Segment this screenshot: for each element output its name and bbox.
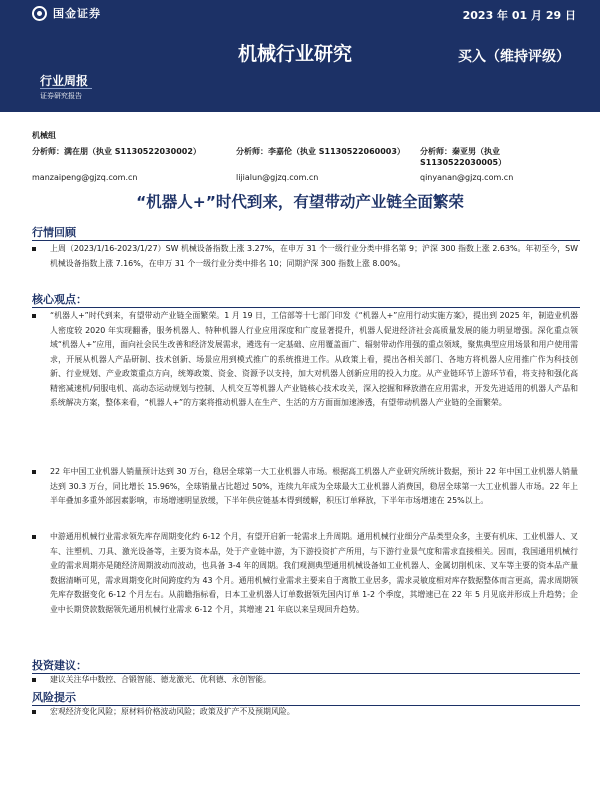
paragraph-text: 建议关注华中数控、合锻智能、德龙激光、优利德、永创智能。 xyxy=(50,675,271,684)
paragraph-text: 中游通用机械行业需求领先库存周期变化约 6-12 个月，有望开启新一轮需求上升周期。通用机械行业细分产品类型众多，主要有机床、工业机器人、叉车、注塑机、刀具、激光设备等，主要为资本品，处于产业链中游，为下游投资扩产所用，与下游行业景气度和需求直接相关。因而，我国通用机械行业的需求周期亦是随经济周期波动而波动，也具备 3-4 年的周期。我们观测典型通用机械设备如工业机器人、金属切削机床、叉车等主要的资本品产量数据清晰可见，需求周期变化时间跨度约为 43 个月。通用机械行业需求主要来自于离散工业居多，需求灵敏度相对库存数据整体而言更高，需求周期领先库存数据变化 6-12 个月左右。从前瞻指标看，日本工业机器人订单数据领先国内订单 1-2 个季度，其增速已在 22 年 5 月见底并形成上升趋势；企业中长期贷款数据领先通用机械行业需求 6-12 个月，其增速 21 年底以来呈现回升趋势。 xyxy=(50,532,578,614)
bullet-icon xyxy=(32,247,36,251)
section-rule-review xyxy=(32,240,580,241)
email-list xyxy=(32,173,580,182)
report-subtype: 证券研究报告 xyxy=(40,92,82,100)
rating-label: 买入（维持评级） xyxy=(458,49,570,65)
analyst-info xyxy=(32,130,580,182)
paragraph xyxy=(32,465,578,509)
section-heading-risk: 风险提示 xyxy=(32,691,76,704)
main-title: “机器人+”时代到来，有望带动产业链全面繁荣 xyxy=(136,193,464,211)
logo-text: 国金证券 xyxy=(53,7,101,20)
analyst-2: 分析师：李嘉伦（执业 S1130522060003） xyxy=(236,147,405,156)
paragraph xyxy=(32,705,578,720)
analyst-3: 分析师：秦亚男（执业 S1130522030005） xyxy=(420,147,507,167)
section-heading-advice: 投资建议： xyxy=(32,659,87,672)
paragraph xyxy=(32,309,578,411)
bullet-icon xyxy=(32,470,36,474)
paragraph-text: “机器人+”时代到来，有望带动产业链全面繁荣。1 月 19 日，工信部等十七部门印发《“机器人+”应用行动实施方案》，提出到 2025 年，制造业机器人密度较 2020 年实现翻番，服务机器人、特种机器人行业应用深度和广度显著提升，机器人促进经济社会高质量发展的能力明显增强。深化重点领域“机器人+”应用，面向社会民生改善和经济发展需求，遴选有一定基础、应用覆盖面广、辐射带动作用强的重点领域，聚焦典型应用场景和用户使用需求，开展从机器人产品研制、技术创新、场景应用到模式推广的系统推进工作。从政策上看，提出各相关部门、各地方将机器人应用推广作为科技创新、行业规划、产业政策重点方向，统筹政策、资金、资源予以支持，加大对机器人创新应用的投入力度。从产业链环节上游环节看，将支持和强化高精密减速机/伺服电机、高动态运动规划与控制、人机交互等机器人产业链核心技术攻关，深入挖掘和释放潜在应用需求，开发先进适用的机器人产品和系统解决方案，整体来看，“机器人+”的方案将推动机器人在生产、生活的方方面面加速渗透，有望带动机器人产业链的全面繁荣。 xyxy=(50,311,578,408)
analyst-3-email[interactable]: qinyanan@gjzq.com.cn xyxy=(420,173,514,182)
report-title: 机械行业研究 xyxy=(238,43,353,65)
analyst-1: 分析师：满在朋（执业 S1130522030002） xyxy=(32,147,201,156)
report-type: 行业周报 xyxy=(40,74,89,88)
paragraph-text: 22 年中国工业机器人销量预计达到 30 万台，稳居全球第一大工业机器人市场。根据高工机器人产业研究所统计数据，预计 22 年中国工业机器人销量达到 30.3 万台，同比增长 15.96%，全球销量占比超过 50%，连续九年成为全球最大工业机器人消费国，稳居全球第一大工业机器人市场。22 年上半年叠加多重外部因素影响，市场增速明显放缓，下半年供应链基本得到缓解，积压订单释放，下半年市场增速在 25%以上。 xyxy=(50,467,578,506)
header-divider xyxy=(40,88,92,89)
paragraph xyxy=(32,242,578,271)
report-header xyxy=(0,0,600,112)
bullet-icon xyxy=(32,314,36,318)
bullet-icon xyxy=(32,678,36,682)
analyst-list xyxy=(32,146,580,168)
paragraph xyxy=(32,673,578,688)
paragraph xyxy=(32,530,578,617)
paragraph-text: 宏观经济变化风险；原材料价格波动风险；政策及扩产不及预期风险。 xyxy=(50,707,295,716)
logo-icon xyxy=(32,6,47,21)
brand-logo xyxy=(32,4,101,22)
section-heading-core: 核心观点： xyxy=(32,293,87,306)
section-heading-review: 行情回顾 xyxy=(32,226,76,239)
report-date: 2023 年 01 月 29 日 xyxy=(462,9,576,22)
analyst-2-email[interactable]: lijialun@gjzq.com.cn xyxy=(236,173,319,182)
section-rule-core xyxy=(32,307,580,308)
bullet-icon xyxy=(32,535,36,539)
paragraph-text: 上周（2023/1/16-2023/1/27）SW 机械设备指数上涨 3.27%，在申万 31 个一级行业分类中排名第 9；沪深 300 指数上涨 2.63%。年初至今，SW 机械设备指数上涨 7.16%，在申万 31 个一级行业分类中排名 10；同期沪深 300 指数上涨 8.00%。 xyxy=(50,244,578,268)
bullet-icon xyxy=(32,710,36,714)
analyst-1-email[interactable]: manzaipeng@gjzq.com.cn xyxy=(32,173,138,182)
team-name: 机械组 xyxy=(32,131,56,140)
